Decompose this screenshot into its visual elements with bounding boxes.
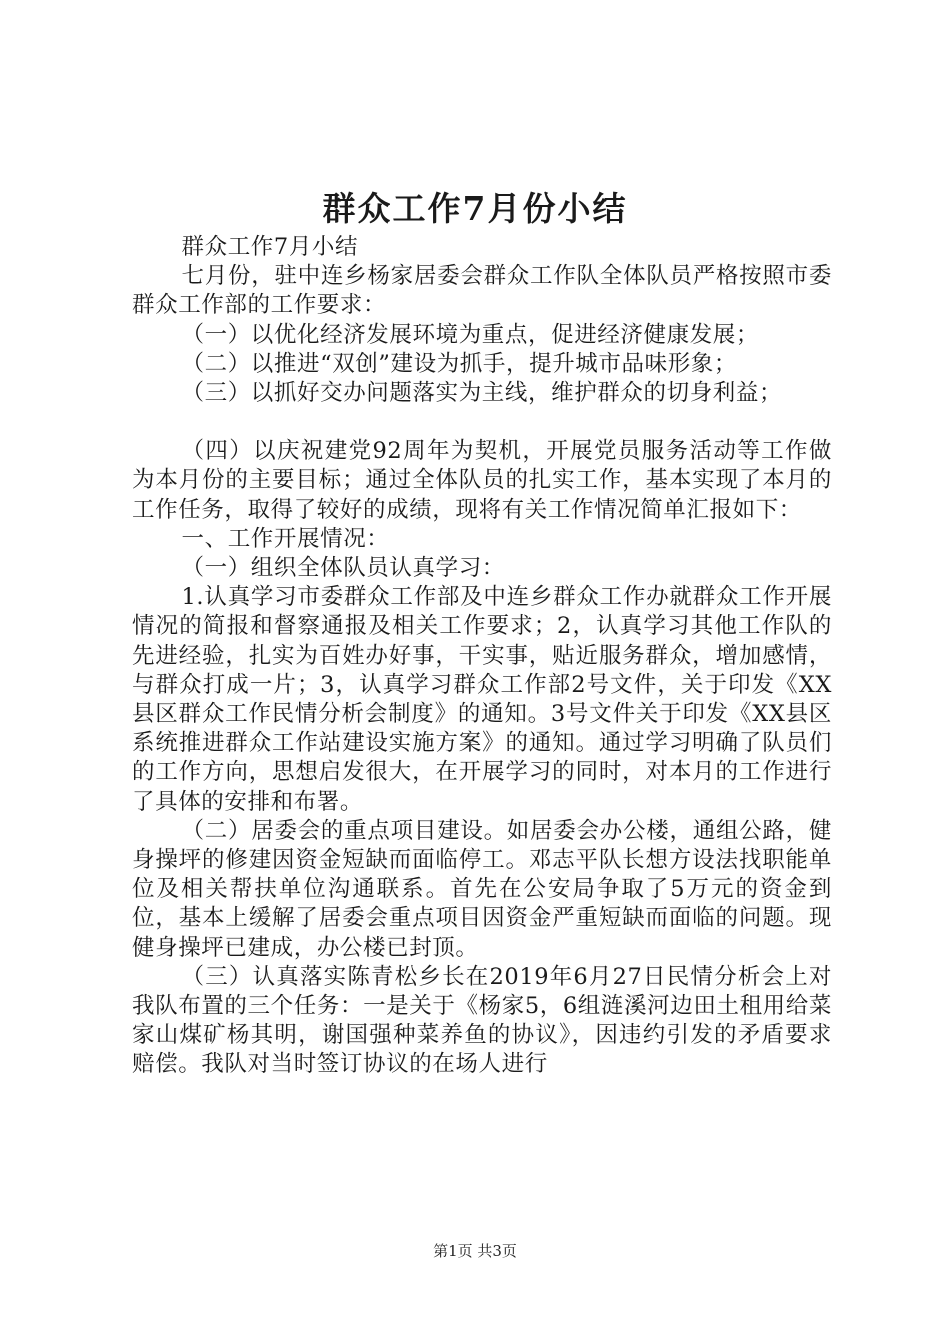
paragraph-three-tasks: （三）认真落实陈青松乡长在2019年6月27日民情分析会上对我队布置的三个任务：一是关于《杨家5，6组涟溪河边田土租用给菜家山煤矿杨其明，谢国强种菜养鱼的协议》，因违约引发的矛盾要求赔偿。我队对当时签订协议的在场人进行	[132, 963, 832, 1078]
paragraph-goal-2: （二）以推进“双创”建设为抓手，提升城市品味形象；	[181, 350, 738, 377]
document-title: 群众工作7月份小结	[322, 189, 628, 228]
paragraph-key-projects: （二）居委会的重点项目建设。如居委会办公楼，通组公路，健身操坪的修建因资金短缺而面临停工。邓志平队长想方设法找职能单位及相关帮扶单位沟通联系。首先在公安局争取了5万元的资金到位，基本上缓解了居委会重点项目因资金严重短缺而面临的问题。现健身操坪已建成，办公楼已封顶。	[132, 817, 832, 961]
paragraph-subtitle: 群众工作7月小结	[181, 234, 359, 260]
paragraph-goal-3: （三）以抓好交办问题落实为主线，维护群众的切身利益；	[181, 380, 783, 407]
paragraph-study-details: 1.认真学习市委群众工作部及中连乡群众工作办就群众工作开展情况的简报和督察通报及相关工作要求；2，认真学习其他工作队的先进经验，扎实为百姓办好事，干实事，贴近服务群众，增加感情，与群众打成一片；3，认真学习群众工作部2号文件，关于印发《XX县区群众工作民情分析会制度》的通知。3号文件关于印发《XX县区系统推进群众工作站建设实施方案》的通知。通过学习明确了队员们的工作方向，思想启发很大，在开展学习的同时，对本月的工作进行了具体的安排和布署。	[132, 584, 832, 815]
document-body	[132, 233, 832, 1080]
paragraph-goal-4: （四）以庆祝建党92周年为契机，开展党员服务活动等工作做为本月份的主要目标；通过全体队员的扎实工作，基本实现了本月的工作任务，取得了较好的成绩，现将有关工作情况简单汇报如下：	[132, 438, 832, 523]
paragraph-goal-1: （一）以优化经济发展环境为重点，促进经济健康发展；	[181, 321, 760, 348]
subsection-heading-study: （一）组织全体队员认真学习：	[181, 555, 505, 582]
page-footer: 第1页 共3页	[433, 1242, 517, 1260]
paragraph-intro: 七月份，驻中连乡杨家居委会群众工作队全体队员严格按照市委群众工作部的工作要求：	[132, 263, 832, 319]
section-heading-1: 一、工作开展情况：	[181, 525, 390, 552]
